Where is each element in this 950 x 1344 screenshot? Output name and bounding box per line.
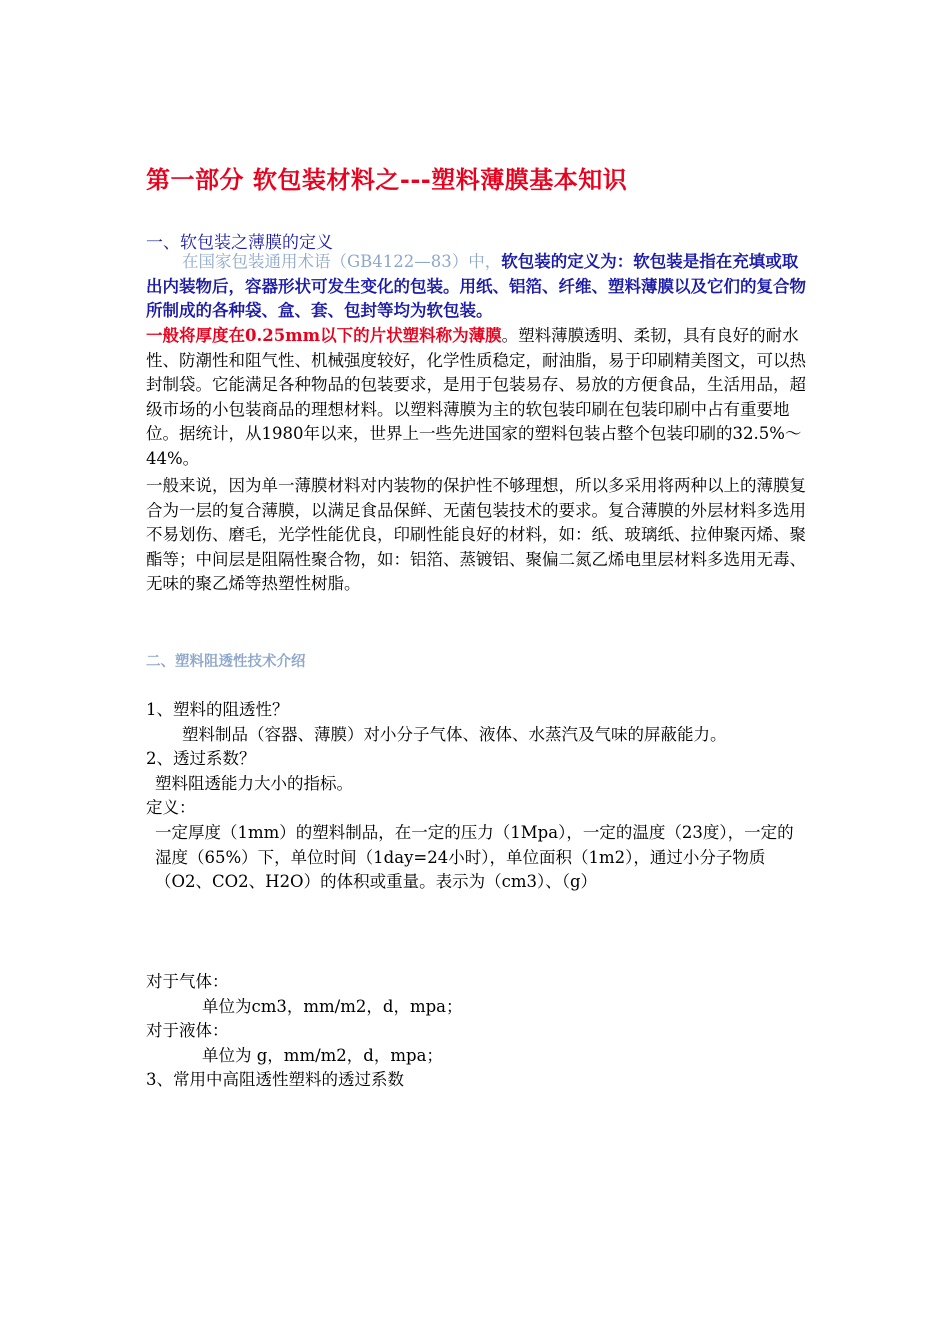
film-description-paragraph <box>146 324 806 472</box>
liquid-unit: 单位为 g，mm/m2，d，mpa； <box>202 1045 443 1065</box>
liquid-label: 对于液体： <box>146 1021 229 1041</box>
standard-reference-text: 在国家包装通用术语（GB4122—83）中， <box>182 252 502 271</box>
film-properties-text: 。塑料薄膜透明、柔韧，具有良好的耐水性、防潮性和阻气性、机械强度较好，化学性质稳定，耐油脂，易于印刷精美图文，可以热封制袋。它能满足各种物品的包装要求，是用于包装易存、易放的方便食品，生活用品，超级市场的小包装商品的理想材料。以塑料薄膜为主的软包装印刷在包装印刷中占有重要地位。据统计，从1980年以来，世界上一些先进国家的塑料包装占整个包装印刷的32.5%～44%。 <box>146 326 806 468</box>
section2-heading: 二、塑料阻透性技术介绍 <box>146 653 306 670</box>
document-title: 第一部分 软包装材料之---塑料薄膜基本知识 <box>146 166 628 194</box>
composite-film-paragraph: 一般来说，因为单一薄膜材料对内装物的保护性不够理想，所以多采用将两种以上的薄膜复合为一层的复合薄膜，以满足食品保鲜、无菌包装技术的要求。复合薄膜的外层材料多选用不易划伤、磨毛，光学性能优良，印刷性能良好的材料，如：纸、玻璃纸、拉伸聚丙烯、聚酯等；中间层是阻隔性聚合物，如：铝箔、蒸镀铝、聚偏二氮乙烯电里层材料多选用无毒、无味的聚乙烯等热塑性树脂。 <box>146 476 806 594</box>
film-thickness-definition: 一般将厚度在0.25mm以下的片状塑料称为薄膜 <box>146 326 502 345</box>
gas-unit: 单位为cm3，mm/m2，d，mpa； <box>202 996 463 1016</box>
units-block <box>146 970 806 1093</box>
question-1: 1、塑料的阻透性？ <box>146 700 289 719</box>
definition-body: 一定厚度（1mm）的塑料制品，在一定的压力（1Mpa），一定的温度（23度），一定的湿度（65%）下，单位时间（1day=24小时），单位面积（1m2），通过小分子物质（O2、CO2、H2O）的体积或重量。表示为（cm3）、（g） <box>155 822 794 892</box>
definition-paragraph <box>146 250 806 324</box>
question-2: 2、透过系数？ <box>146 749 256 769</box>
question-3: 3、常用中高阻透性塑料的透过系数 <box>146 1070 404 1090</box>
answer-2: 塑料阻透能力大小的指标。 <box>155 773 353 793</box>
barrier-intro-block <box>146 698 806 895</box>
answer-1: 塑料制品（容器、薄膜）对小分子气体、液体、水蒸汽及气味的屏蔽能力。 <box>182 724 727 744</box>
definition-text: 软包装的定义为：软包装是指在充填或取出内装物后，容器形状可发生变化的包装。用纸、铝箔、纤维、塑料薄膜以及它们的复合物所制成的各种袋、盒、套、包封等均为软包装。 <box>146 252 806 321</box>
section1-heading: 一、软包装之薄膜的定义 <box>146 233 333 253</box>
gas-label: 对于气体： <box>146 972 229 991</box>
definition-label: 定义： <box>146 798 196 818</box>
